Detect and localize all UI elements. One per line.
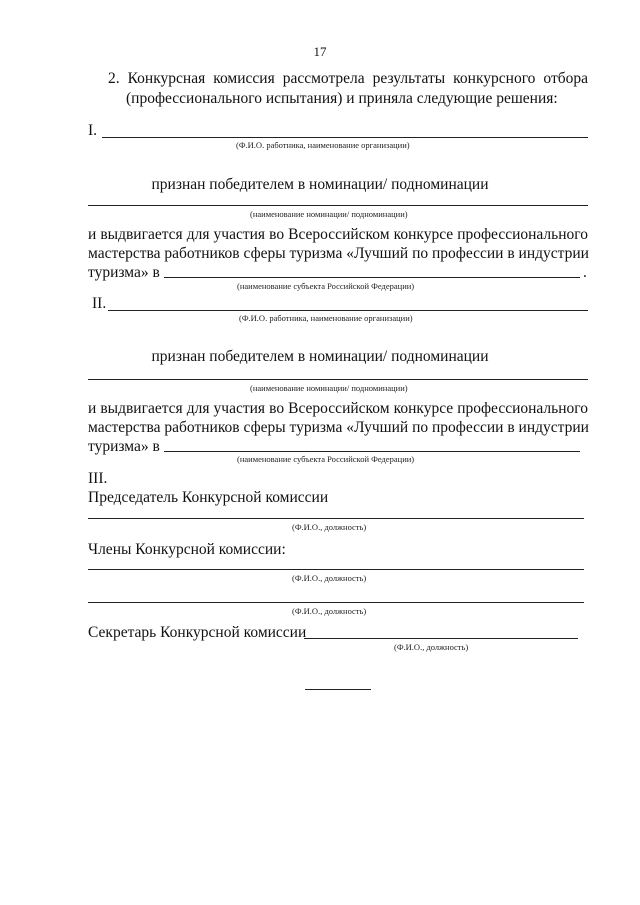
- name-caption-1: (Ф.И.О. работника, наименование организации): [236, 140, 410, 150]
- intro-line-1: 2. Конкурсная комиссия рассмотрела результаты конкурсного отбора: [108, 70, 588, 87]
- chairman-caption: (Ф.И.О., должность): [292, 522, 367, 532]
- region-field-line-1: [164, 277, 580, 278]
- nomination-caption-1: (наименование номинации/ подноминации): [250, 209, 408, 219]
- region-period-1: .: [583, 264, 587, 281]
- nominated-text-2c: туризма» в: [88, 438, 160, 455]
- nominated-text-1c: туризма» в: [88, 264, 160, 281]
- chairman-label: Председатель Конкурсной комиссии: [88, 489, 329, 506]
- name-caption-2: (Ф.И.О. работника, наименование организации): [239, 313, 413, 323]
- section-numeral-1: I.: [88, 122, 98, 139]
- region-caption-2: (наименование субъекта Российской Федерации): [237, 454, 415, 464]
- nominated-text-2b: мастерства работников сферы туризма «Лучший по профессии в индустрии: [88, 419, 589, 436]
- intro-line-2: (профессионального испытания) и приняла следующие решения:: [126, 90, 558, 107]
- name-field-line-2: [108, 310, 588, 311]
- nomination-field-line-1: [88, 205, 588, 206]
- page-number: 17: [313, 44, 327, 59]
- closing-separator: [305, 689, 371, 690]
- name-field-line-1: [102, 137, 588, 138]
- chairman-signature-line: [88, 518, 584, 519]
- section-numeral-2: II.: [92, 295, 107, 312]
- secretary-signature-line: [304, 638, 578, 639]
- region-caption-1: (наименование субъекта Российской Федерации): [237, 281, 415, 291]
- nominated-text-1a: и выдвигается для участия во Всероссийском конкурсе профессионального: [88, 226, 588, 243]
- region-field-line-2: [164, 451, 580, 452]
- secretary-caption: (Ф.И.О., должность): [394, 642, 469, 652]
- section-numeral-3: III.: [88, 470, 108, 487]
- recognized-winner-1: признан победителем в номинации/ подноминации: [151, 176, 489, 193]
- members-label: Члены Конкурсной комиссии:: [88, 541, 286, 558]
- recognized-winner-2: признан победителем в номинации/ подноминации: [151, 348, 489, 365]
- member-caption-1: (Ф.И.О., должность): [292, 573, 367, 583]
- member-signature-line-2: [88, 602, 584, 603]
- nominated-text-1b: мастерства работников сферы туризма «Лучший по профессии в индустрии: [88, 245, 589, 262]
- secretary-label: Секретарь Конкурсной комиссии: [88, 624, 307, 641]
- member-caption-2: (Ф.И.О., должность): [292, 606, 367, 616]
- member-signature-line-1: [88, 569, 584, 570]
- nomination-field-line-2: [88, 379, 588, 380]
- nominated-text-2a: и выдвигается для участия во Всероссийском конкурсе профессионального: [88, 400, 588, 417]
- nomination-caption-2: (наименование номинации/ подноминации): [250, 383, 408, 393]
